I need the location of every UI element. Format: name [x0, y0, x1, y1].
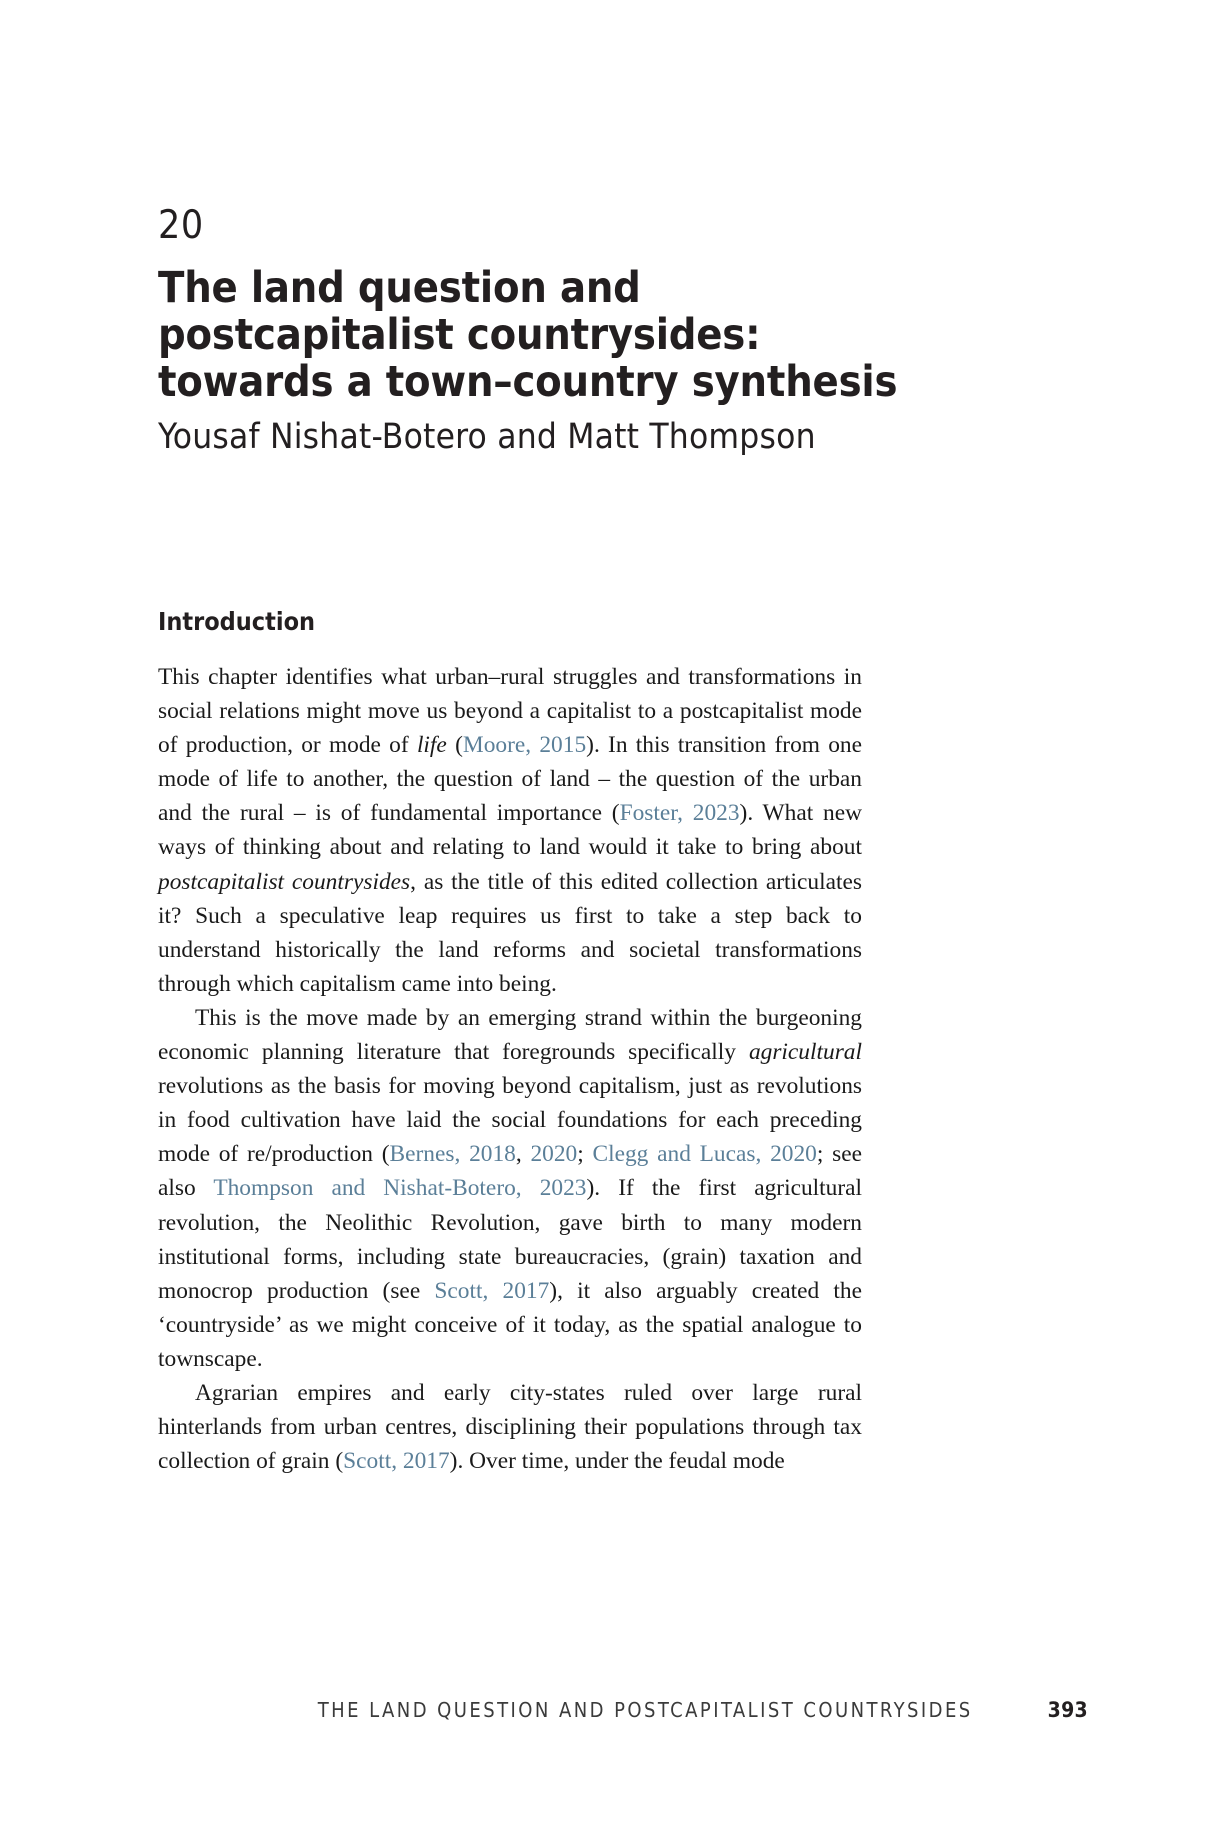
citation-link[interactable]: Bernes, 2018	[389, 1141, 516, 1168]
text-run: This is the move made by an emerging strand within the burgeoning economic planning literature that foregrounds specifically	[158, 1004, 862, 1066]
body-paragraphs	[158, 636, 862, 1478]
emphasis-text: life	[416, 732, 447, 759]
text-run: ), it also arguably created the ‘countryside’ as we might conceive of it today, as the spatial analogue to townscape.	[158, 1277, 863, 1372]
body-paragraph	[158, 1376, 862, 1478]
page-footer	[158, 1698, 1088, 1722]
text-run: (	[446, 732, 463, 759]
emphasis-text: postcapitalist countrysides	[158, 868, 411, 895]
text-run: ). Over time, under the feudal mode	[449, 1448, 785, 1475]
section-heading-introduction: Introduction	[158, 607, 316, 636]
citation-link[interactable]: Foster, 2023	[619, 800, 740, 827]
text-run: ; see also	[158, 1141, 863, 1202]
chapter-authors: Yousaf Nishat-Botero and Matt Thompson	[158, 417, 816, 457]
text-run: This chapter identifies what urban–rural struggles and transformations in social relations might move us beyond a capitalist to a postcapitalist mode of production, or mode of	[158, 664, 862, 759]
citation-link[interactable]: Scott, 2017	[343, 1448, 450, 1475]
page-content-column	[158, 0, 898, 1478]
citation-link[interactable]: Scott, 2017	[434, 1277, 550, 1304]
citation-link[interactable]: 2020	[530, 1141, 578, 1168]
chapter-title: The land question and postcapitalist countrysides: towards a town–country synthesis	[158, 263, 898, 407]
text-run: , as the title of this edited collection articulates it? Such a speculative leap requires us first to take a step back to understand historically the land reforms and societal transformations through which capitalism came into being.	[158, 868, 862, 997]
running-head: THE LAND QUESTION AND POSTCAPITALIST COUNTRYSIDES	[317, 1698, 973, 1722]
text-run: ). What new ways of thinking about and relating to land would it take to bring about	[158, 800, 862, 861]
citation-link[interactable]: Clegg and Lucas, 2020	[592, 1141, 817, 1168]
citation-link[interactable]: Moore, 2015	[462, 732, 587, 759]
text-run: ). In this transition from one mode of life to another, the question of land – the question of the urban and the rural – is of fundamental importance (	[158, 732, 862, 827]
text-run: Agrarian empires and early city-states ruled over large rural hinterlands from urban centres, disciplining their populations through tax collection of grain (	[158, 1379, 862, 1475]
text-run: revolutions as the basis for moving beyond capitalism, just as revolutions in food cultivation have laid the social foundations for each preceding mode of re/production (	[158, 1073, 862, 1168]
text-run: ). If the first agricultural revolution, the Neolithic Revolution, gave birth to many modern institutional forms, including state bureaucracies, (grain) taxation and monocrop production (see	[158, 1175, 863, 1304]
text-run: ;	[577, 1141, 593, 1168]
body-paragraph	[158, 1001, 862, 1376]
page-number: 393	[1047, 1698, 1088, 1722]
citation-link[interactable]: Thompson and Nishat-Botero, 2023	[213, 1175, 587, 1202]
text-run: ,	[515, 1141, 531, 1168]
chapter-number: 20	[158, 203, 204, 248]
emphasis-text: agricultural	[748, 1039, 862, 1066]
body-paragraph	[158, 636, 862, 1001]
